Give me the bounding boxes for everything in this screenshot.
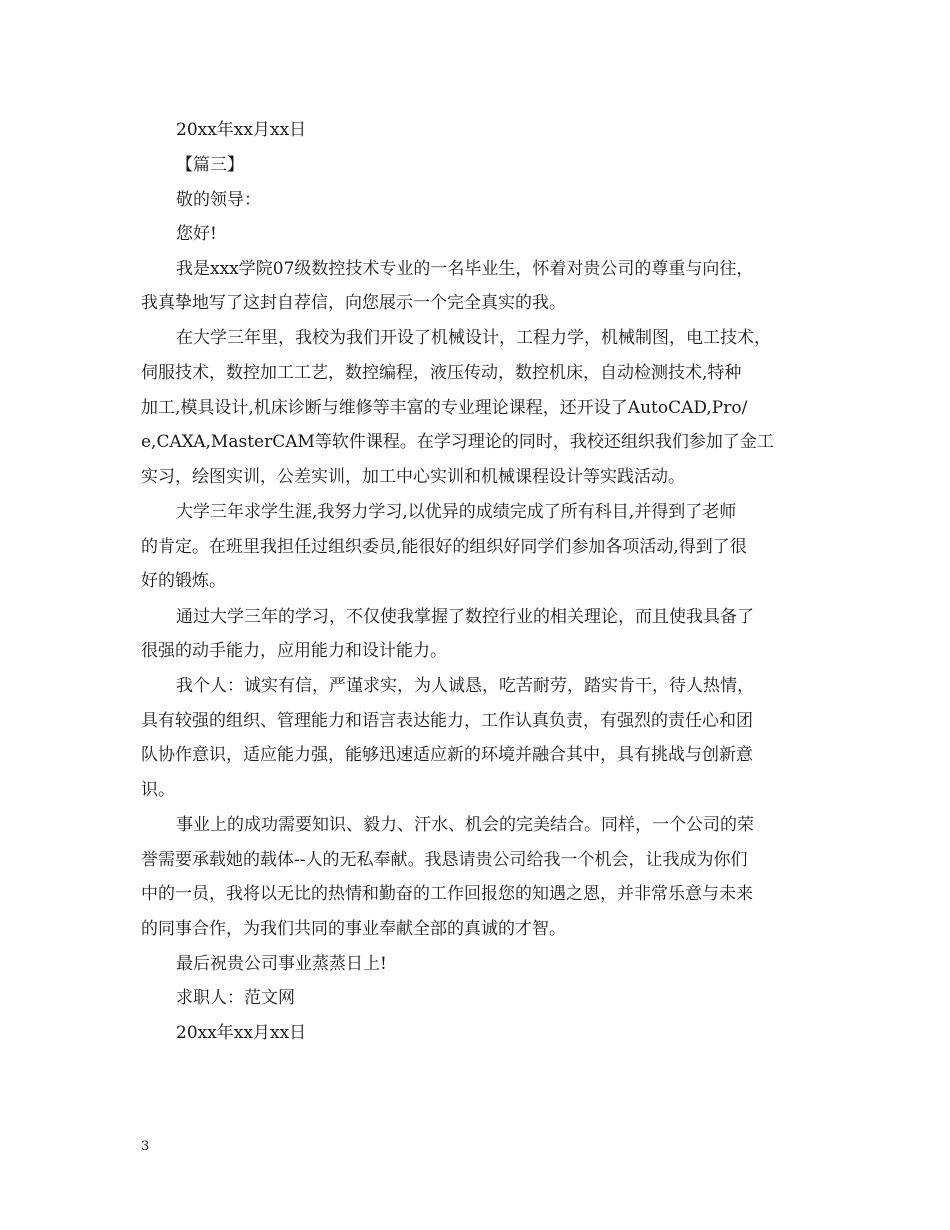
salutation: 敬的领导： (176, 190, 261, 210)
paragraph-line: 的肯定。在班里我担任过组织委员,能很好的组织好同学们参加各项活动,得到了很 (141, 537, 747, 557)
paragraph-line: 我是xxx学院07级数控技术专业的一名毕业生，怀着对贵公司的尊重与向往， (176, 259, 754, 279)
paragraph-line: 的同事合作，为我们共同的事业奉献全部的真诚的才智。 (141, 919, 566, 939)
paragraph-line: 具有较强的组织、管理能力和语言表达能力，工作认真负责，有强烈的责任心和团 (141, 711, 753, 731)
paragraph-line: 识。 (141, 780, 175, 800)
closing-wish: 最后祝贵公司事业蒸蒸日上! (176, 954, 387, 974)
paragraph-line: 誉需要承载她的载体--人的无私奉献。我恳请贵公司给我一个机会，让我成为你们 (141, 850, 748, 870)
paragraph-line: 在大学三年里，我校为我们开设了机械设计，工程力学，机械制图，电工技术， (176, 328, 771, 348)
paragraph-line: 好的锻炼。 (141, 571, 226, 591)
paragraph-line: 实习，绘图实训，公差实训，加工中心实训和机械课程设计等实践活动。 (141, 467, 685, 487)
date-line: 20xx年xx月xx日 (176, 1023, 307, 1043)
paragraph-line: 中的一员，我将以无比的热情和勤奋的工作回报您的知遇之恩，并非常乐意与未来 (141, 884, 753, 904)
paragraph-line: 加工,模具设计,机床诊断与维修等丰富的专业理论课程，还开设了AutoCAD,Pro/ (141, 398, 748, 418)
paragraph-line: 很强的动手能力，应用能力和设计能力。 (141, 641, 447, 661)
paragraph-line: 大学三年求学生涯,我努力学习,以优异的成绩完成了所有科目,并得到了老师 (176, 502, 737, 522)
paragraph-line: 通过大学三年的学习，不仅使我掌握了数控行业的相关理论，而且使我具备了 (176, 607, 754, 627)
paragraph-line: 我个人：诚实有信，严谨求实，为人诚恳，吃苦耐劳，踏实肯干，待人热情， (176, 676, 754, 696)
paragraph-line: 事业上的成功需要知识、毅力、汗水、机会的完美结合。同样，一个公司的荣 (176, 815, 754, 835)
page-number: 3 (141, 1139, 150, 1154)
greeting: 您好! (176, 224, 217, 244)
date-line: 20xx年xx月xx日 (176, 120, 307, 140)
paragraph-line: 我真挚地写了这封自荐信，向您展示一个完全真实的我。 (141, 293, 566, 313)
paragraph-line: 队协作意识，适应能力强，能够迅速适应新的环境并融合其中，具有挑战与创新意 (141, 745, 753, 765)
signature-line: 求职人：范文网 (176, 988, 295, 1008)
paragraph-line: e,CAXA,MasterCAM等软件课程。在学习理论的同时，我校还组织我们参加了金工 (141, 432, 774, 452)
section-heading: 【篇三】 (176, 155, 244, 175)
paragraph-line: 伺服技术，数控加工工艺，数控编程，液压传动，数控机床，自动检测技术,特种 (141, 363, 742, 383)
